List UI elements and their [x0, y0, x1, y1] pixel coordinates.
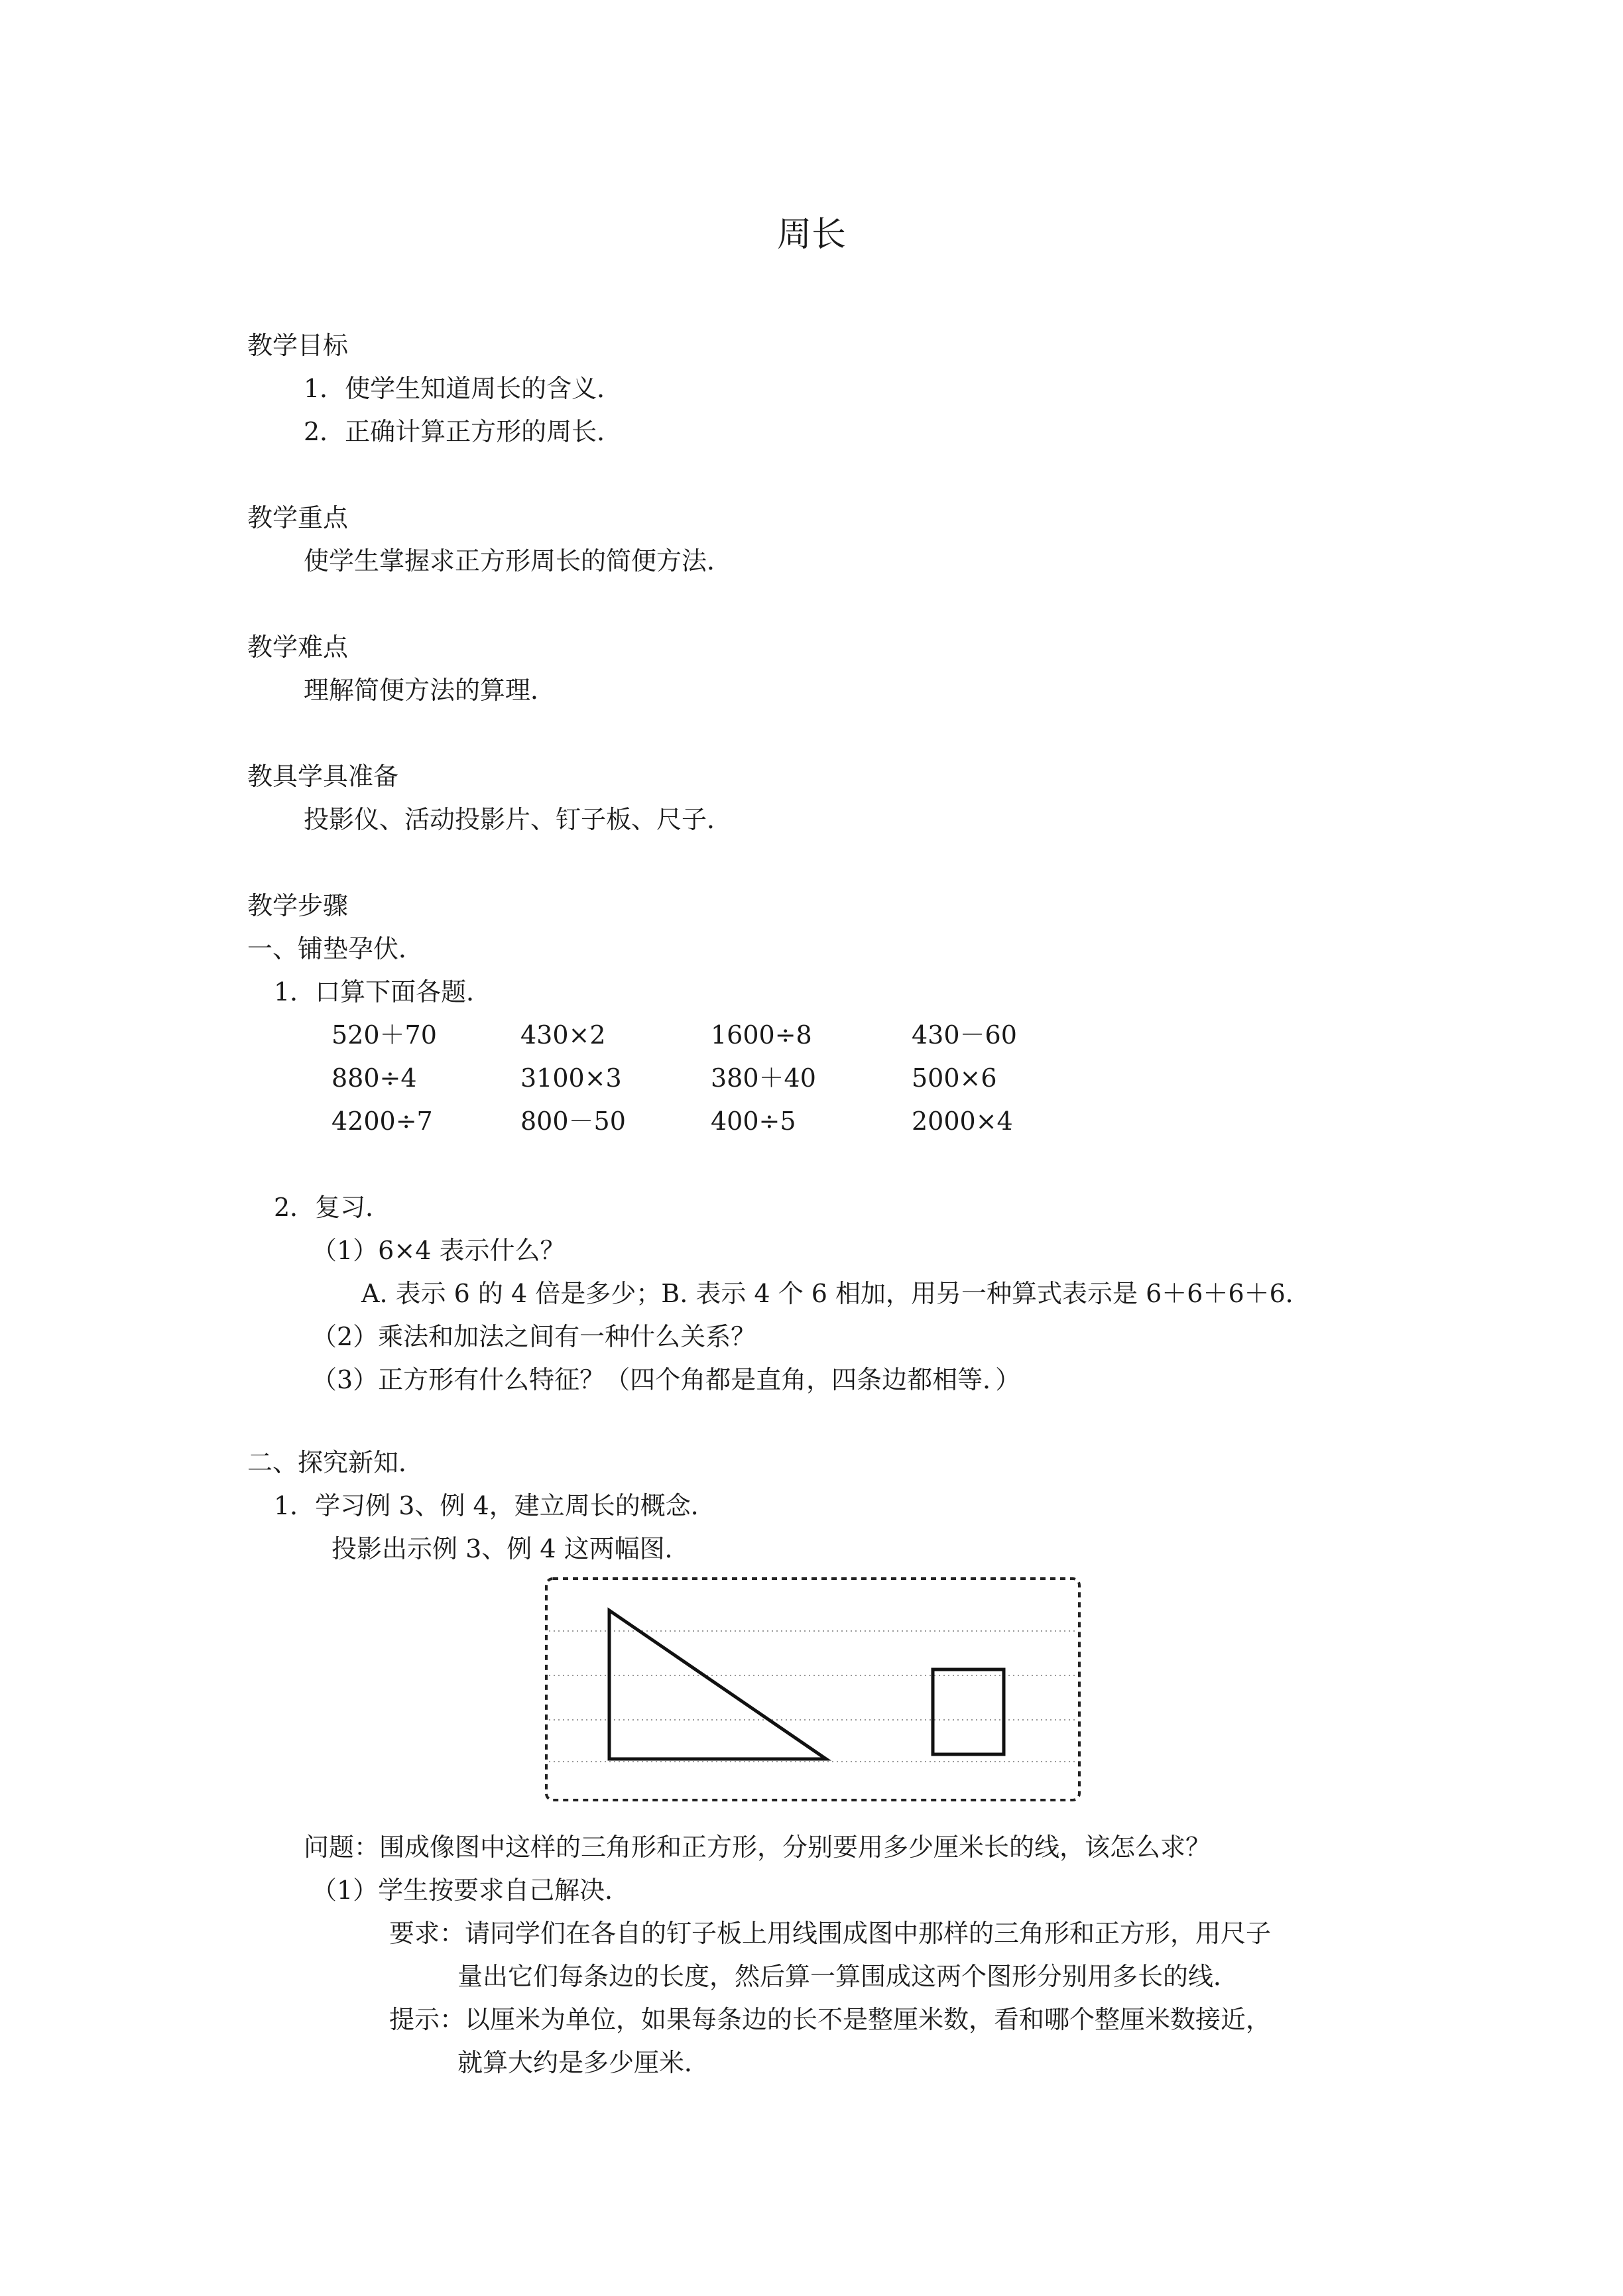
- calc-item: 500×6: [912, 1063, 997, 1093]
- review-question-2: （2）乘法和加法之间有一种什么关系？: [312, 1322, 756, 1351]
- square-shape: [933, 1669, 1004, 1754]
- calc-item: 1600÷8: [711, 1020, 812, 1050]
- review-heading: 2．复习．: [274, 1193, 391, 1222]
- calc-item: 400÷5: [711, 1107, 796, 1136]
- materials-heading: 教具学具准备: [247, 762, 399, 791]
- problem-question: 问题：围成像图中这样的三角形和正方形，分别要用多少厘米长的线，该怎么求？: [304, 1833, 1211, 1862]
- calc-item: 520＋70: [331, 1020, 437, 1050]
- dashed-frame: [546, 1579, 1079, 1800]
- part2-heading: 二、探究新知．: [247, 1448, 424, 1477]
- steps-heading: 教学步骤: [247, 891, 349, 920]
- example-figure: [542, 1575, 1083, 1804]
- calc-item: 800－50: [520, 1107, 626, 1136]
- projection-note: 投影出示例 3、例 4 这两幅图．: [331, 1534, 690, 1563]
- calc-item: 430×2: [520, 1020, 606, 1050]
- review-question-3: （3）正方形有什么特征？（四个角都是直角，四条边都相等．）: [312, 1365, 1021, 1394]
- mental-math-instruction: 1．口算下面各题．: [274, 977, 492, 1006]
- requirement-line-1: 要求：请同学们在各自的钉子板上用线围成图中那样的三角形和正方形，用尺子: [389, 1919, 1272, 1948]
- difficulty-heading: 教学难点: [247, 633, 349, 662]
- hint-line-2: 就算大约是多少厘米．: [457, 2048, 710, 2077]
- review-answer-1: A. 表示 6 的 4 倍是多少；B. 表示 4 个 6 相加，用另一种算式表示是 6＋6＋6＋6．: [361, 1279, 1311, 1308]
- objectives-heading: 教学目标: [247, 331, 349, 360]
- calc-item: 430－60: [912, 1020, 1017, 1050]
- sub-step-1: （1）学生按要求自己解决．: [312, 1876, 631, 1905]
- triangle-shape: [609, 1610, 826, 1759]
- key-point-text: 使学生掌握求正方形周长的简便方法．: [304, 546, 733, 575]
- calc-item: 2000×4: [912, 1107, 1013, 1136]
- calc-item: 380＋40: [711, 1063, 816, 1093]
- difficulty-text: 理解简便方法的算理．: [304, 676, 556, 705]
- figure-svg: [542, 1575, 1083, 1804]
- key-point-heading: 教学重点: [247, 503, 349, 532]
- grid-lines: [549, 1631, 1077, 1762]
- calc-item: 4200÷7: [331, 1107, 433, 1136]
- calc-item: 3100×3: [520, 1063, 622, 1093]
- page-title: 周长: [777, 215, 847, 255]
- part1-heading: 一、铺垫孕伏．: [247, 934, 424, 963]
- review-question-1: （1）6×4 表示什么？: [312, 1236, 566, 1265]
- objective-item: 2．正确计算正方形的周长．: [304, 417, 623, 446]
- part2-item-1: 1．学习例 3、例 4，建立周长的概念．: [274, 1491, 716, 1520]
- objective-item: 1．使学生知道周长的含义．: [304, 374, 623, 403]
- calc-item: 880÷4: [331, 1063, 417, 1093]
- materials-text: 投影仪、活动投影片、钉子板、尺子．: [304, 805, 733, 834]
- requirement-line-2: 量出它们每条边的长度，然后算一算围成这两个图形分别用多长的线．: [457, 1962, 1239, 1991]
- hint-line-1: 提示：以厘米为单位，如果每条边的长不是整厘米数，看和哪个整厘米数接近，: [389, 2005, 1272, 2034]
